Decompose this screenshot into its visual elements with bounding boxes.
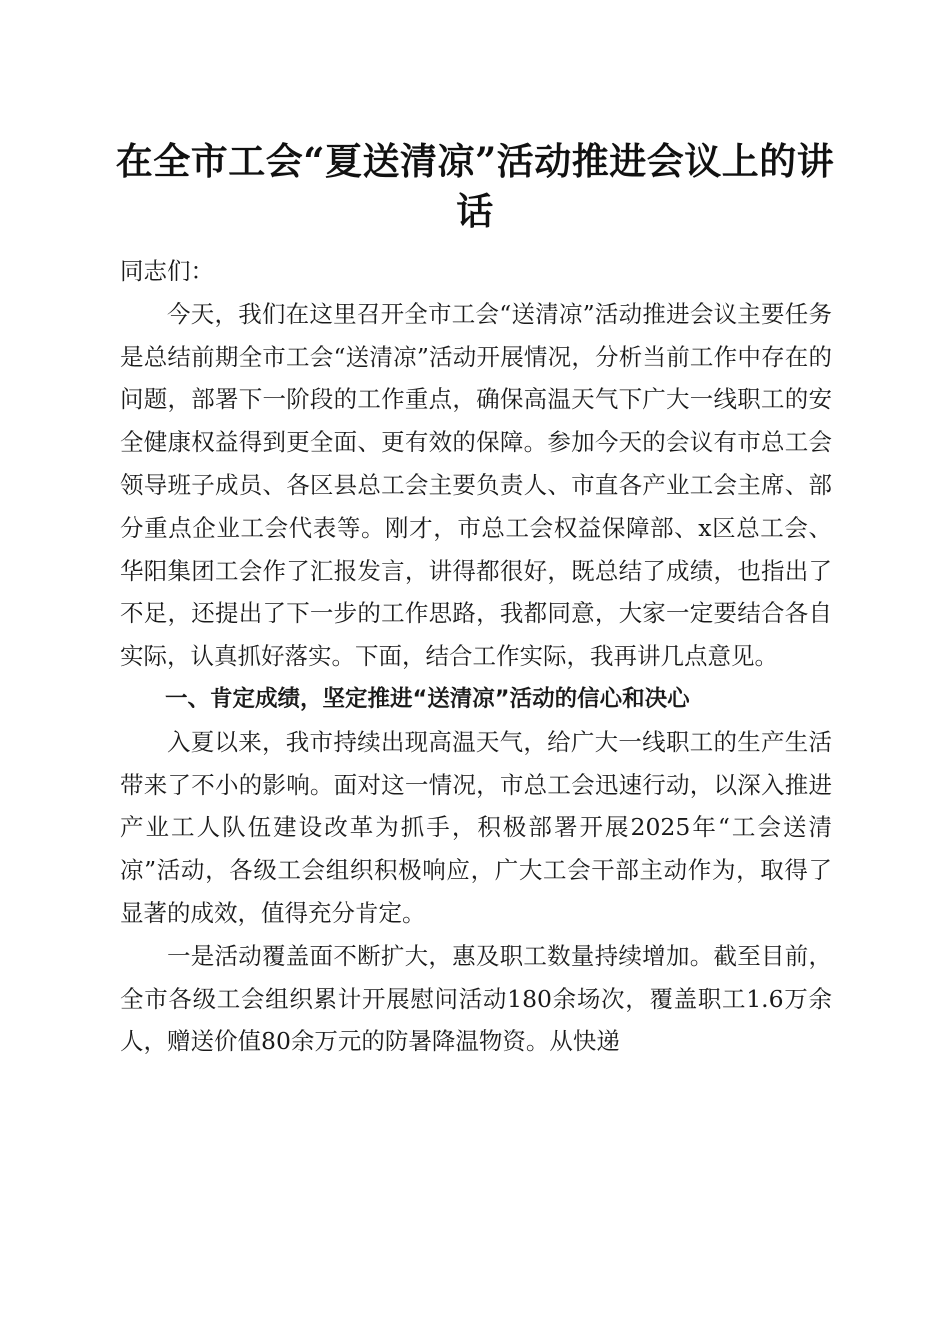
- point-lead: 一是活动覆盖面不断扩大，惠及职工数量持续增加。: [167, 941, 714, 970]
- document-body: [120, 250, 832, 1063]
- intro-paragraph: 今天，我们在这里召开全市工会“送清凉”活动推进会议主要任务是总结前期全市工会“送清凉”活动开展情况，分析当前工作中存在的问题，部署下一阶段的工作重点，确保高温天气下广大一线职工的安全健康权益得到更全面、更有效的保障。参加今天的会议有市总工会领导班子成员、各区县总工会主要负责人、市直各产业工会主席、部分重点企业工会代表等。刚才，市总工会权益保障部、x区总工会、华阳集团工会作了汇报发言，讲得都很好，既总结了成绩，也指出了不足，还提出了下一步的工作思路，我都同意，大家一定要结合各自实际，认真抓好落实。下面，结合工作实际，我再讲几点意见。: [120, 299, 832, 671]
- section-heading: 一、肯定成绩，坚定推进“送清凉”活动的信心和决心: [165, 685, 690, 712]
- point-text: 截至目前，全市各级工会组织累计开展慰问活动180余场次，覆盖职工1.6万余人，赠送价值80余万元的防暑降温物资。从快递: [120, 941, 833, 1056]
- point-paragraph: [120, 935, 832, 1063]
- document-title: 在全市工会“夏送清凉”活动推进会议上的讲话: [115, 139, 835, 233]
- section-paragraph: 入夏以来，我市持续出现高温天气，给广大一线职工的生产生活带来了不小的影响。面对这一情况，市总工会迅速行动，以深入推进产业工人队伍建设改革为抓手，积极部署开展2025年“工会送清凉”活动，各级工会组织积极响应，广大工会干部主动作为，取得了显著的成效，值得充分肯定。: [120, 727, 832, 927]
- salutation: 同志们：: [120, 257, 214, 285]
